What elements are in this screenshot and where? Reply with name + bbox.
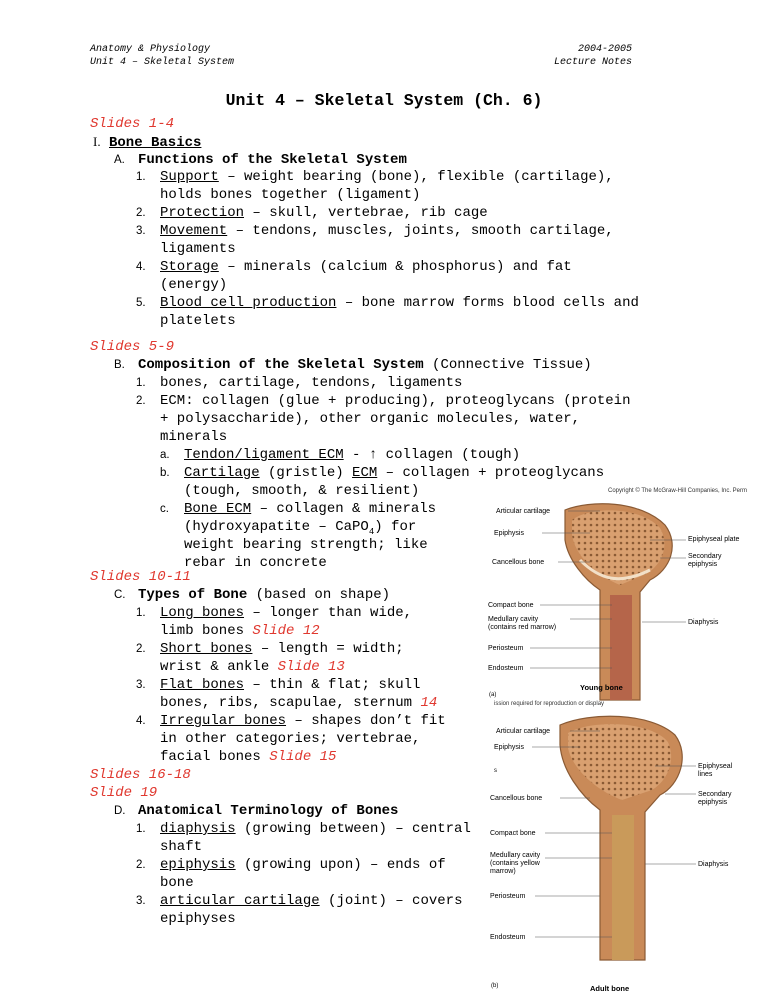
list-item-cont: (energy)	[160, 277, 228, 293]
sub-list-item-cont: (hydroxyapatite – CaPO$_4$) for	[184, 519, 417, 537]
fig-label: lines	[698, 771, 713, 778]
fig-label: epiphysis	[698, 799, 728, 806]
fig-label: (contains yellow	[490, 860, 540, 867]
fig-label: Compact bone	[490, 830, 536, 837]
list-item: 3. articular cartilage (joint) – covers	[136, 893, 463, 909]
fig-label: Cancellous bone	[490, 795, 543, 802]
list-item-cont: wrist & ankle Slide 13	[160, 659, 345, 675]
figure-permission-note: ission required for reproduction or display	[494, 701, 605, 707]
fig-label: Periosteum	[490, 893, 526, 900]
header-unit: Unit 4 – Skeletal System	[90, 57, 235, 68]
slide-ref: Slides 10-11	[90, 569, 191, 585]
fig-label: Secondary	[688, 553, 722, 560]
list-item: 2. ECM: collagen (glue + producing), proteoglycans (protein	[136, 393, 631, 409]
list-item-cont: holds bones together (ligament)	[160, 187, 421, 203]
list-item: 1. bones, cartilage, tendons, ligaments	[136, 375, 463, 391]
sub-list-item: b. Cartilage (gristle) ECM – collagen + proteoglycans	[160, 465, 605, 481]
fig-label: (b)	[491, 983, 499, 989]
fig-label: Articular cartilage	[496, 508, 551, 515]
fig-label: Cancellous bone	[492, 559, 545, 566]
fig-label: Diaphysis	[688, 619, 719, 626]
fig-label: Medullary cavity	[490, 852, 541, 859]
header-course: Anatomy & Physiology	[90, 44, 211, 55]
subsection-heading: C. Types of Bone (based on shape)	[114, 587, 391, 603]
up-arrow-icon: ↑	[368, 447, 378, 463]
list-item: 5. Blood cell production – bone marrow forms blood cells and	[136, 295, 639, 311]
subsection-heading: D. Anatomical Terminology of Bones	[114, 803, 399, 819]
bone-figure	[480, 480, 768, 994]
list-item-cont: facial bones Slide 15	[160, 749, 337, 765]
fig-title: Young bone	[580, 683, 623, 692]
list-item-cont: minerals	[160, 429, 228, 445]
list-item: 1. Long bones – longer than wide,	[136, 605, 413, 621]
list-item-cont: limb bones Slide 12	[160, 623, 320, 639]
subsection-heading: B. Composition of the Skeletal System (Connective Tissue)	[114, 357, 592, 373]
list-item: 1. diaphysis (growing between) – central	[136, 821, 471, 837]
list-item: 4. Irregular bones – shapes don’t fit	[136, 713, 446, 729]
fig-label: epiphysis	[688, 561, 718, 568]
list-item-cont: shaft	[160, 839, 203, 855]
fig-label: Medullary cavity	[488, 616, 539, 623]
list-item-cont: bones, ribs, scapulae, sternum 14	[160, 695, 438, 711]
list-item-cont: in other categories; vertebrae,	[160, 731, 421, 747]
fig-title: Adult bone	[590, 984, 630, 993]
fig-label: Compact bone	[488, 602, 534, 609]
page-title: Unit 4 – Skeletal System (Ch. 6)	[225, 91, 543, 110]
slide-ref: Slides 16-18	[90, 767, 191, 783]
list-item: 1. Support – weight bearing (bone), flexible (cartilage),	[136, 169, 614, 185]
list-item: 2. Short bones – length = width;	[136, 641, 404, 657]
sub-list-item-cont: weight bearing strength; like	[184, 537, 428, 553]
slide-ref: Slides 1-4	[90, 116, 175, 132]
fig-label: (contains red marrow)	[488, 624, 557, 631]
slide-ref: Slides 5-9	[90, 339, 175, 355]
fig-label: Epiphysis	[494, 744, 524, 751]
subsection-heading: A. Functions of the Skeletal System	[114, 152, 407, 168]
fig-label: Endosteum	[488, 665, 524, 672]
list-item-cont: platelets	[160, 313, 236, 329]
list-item: 2. Protection – skull, vertebrae, rib cage	[136, 205, 488, 221]
fig-label: marrow)	[490, 868, 516, 875]
list-item-cont: ligaments	[160, 241, 236, 257]
list-item-cont: + polysaccharide), other organic molecules, water,	[160, 411, 581, 427]
list-item-cont: epiphyses	[160, 911, 236, 927]
slide-ref: Slide 19	[90, 785, 158, 801]
sub-list-item-cont: rebar in concrete	[184, 555, 327, 571]
figure-copyright: Copyright © The McGraw-Hill Companies, Inc. Perm	[608, 488, 748, 494]
adult-bone-illustration	[560, 716, 682, 960]
header-year: 2004-2005	[577, 44, 632, 55]
section-heading: I. Bone Basics	[93, 134, 202, 151]
list-item: 3. Movement – tendons, muscles, joints, smooth cartilage,	[136, 223, 614, 239]
header-lecture-notes: Lecture Notes	[553, 57, 632, 68]
list-item-cont: bone	[160, 875, 194, 891]
fig-label: s	[494, 768, 497, 774]
sub-list-item: a. Tendon/ligament ECM - ↑ collagen (tough)	[160, 447, 521, 463]
fig-label: Epiphyseal plate	[688, 536, 740, 543]
fig-label: (a)	[489, 692, 497, 698]
fig-label: Periosteum	[488, 645, 524, 652]
fig-label: Endosteum	[490, 934, 526, 941]
fig-label: Epiphysis	[494, 530, 524, 537]
list-item: 4. Storage – minerals (calcium & phosphorus) and fat	[136, 259, 572, 275]
sub-list-item: c. Bone ECM – collagen & minerals	[160, 501, 437, 517]
fig-label: Epiphyseal	[698, 763, 733, 770]
list-item: 3. Flat bones – thin & flat; skull	[136, 677, 421, 693]
fig-label: Secondary	[698, 791, 732, 798]
fig-label: Articular cartilage	[496, 728, 551, 735]
sub-list-item-cont: (tough, smooth, & resilient)	[184, 483, 420, 499]
list-item: 2. epiphysis (growing upon) – ends of	[136, 857, 446, 873]
fig-label: Diaphysis	[698, 861, 729, 868]
